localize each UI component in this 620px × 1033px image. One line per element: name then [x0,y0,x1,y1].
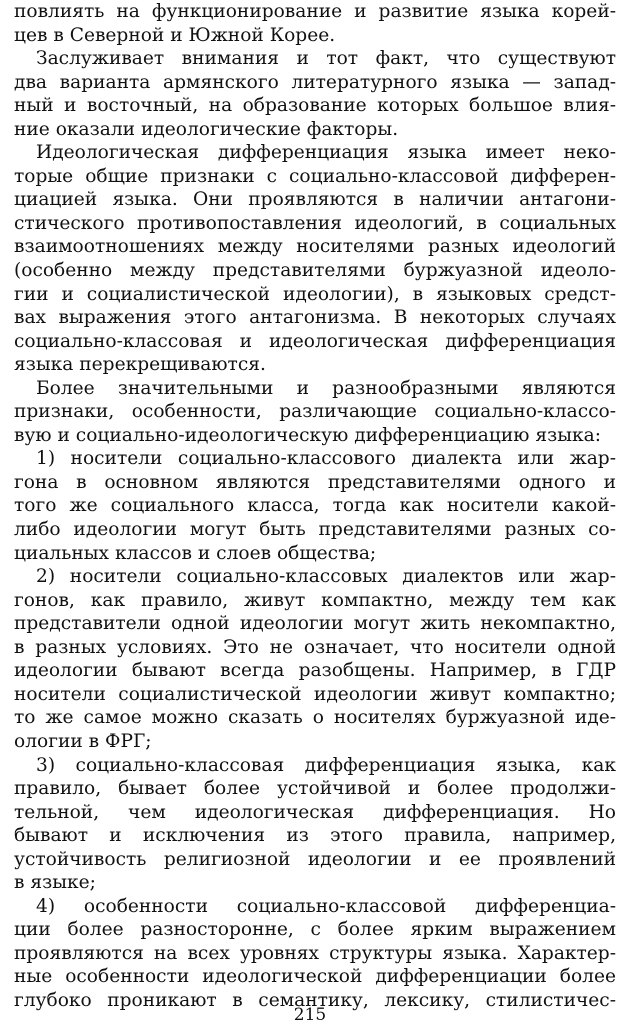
text-line: в языке; [14,872,96,894]
text-line: цев в Северной и Южной Корее. [14,24,336,46]
text-line: циацией языка. Они проявляются в наличии антагони- [14,189,616,211]
text-line: вую и социально-идеологическую дифференциацию языка: [14,424,601,446]
text-line: того же социального класса, тогда как носители какой- [14,495,616,517]
text-line: глубоко проникают в семантику, лексику, стилистичес- [14,989,616,1011]
paragraph [14,141,616,376]
text-line: ный и восточный, на образование которых большое влия- [14,95,616,117]
text-line: социально-классовая и идеологическая дифференциация [14,330,616,352]
text-line: Заслуживает внимания и тот факт, что существуют [36,48,616,70]
text-line: гонов, как правило, живут компактно, между тем как [14,589,616,611]
text-line: либо идеологии могут быть представителями разных со- [14,519,616,541]
text-line: 1) носители социально-классового диалекта или жар- [36,448,616,470]
text-line: гона в основном являются представителями одного и [14,471,616,493]
text-line: носители социалистической идеологии живут компактно; [14,683,616,705]
page-body [14,0,616,1013]
text-line: циальных классов и слоев общества; [14,542,377,564]
text-line: вах выражения этого антагонизма. В некоторых случаях [14,307,616,329]
text-line: ные особенности идеологической дифференциации более [14,966,616,988]
paragraph [14,0,616,47]
text-line: то же самое можно сказать о носителях буржуазной иде- [14,707,616,729]
paragraph [14,47,616,141]
text-line: устойчивость религиозной идеологии и ее проявлений [14,848,616,870]
text-line: повлиять на функционирование и развитие языка корей- [14,1,616,22]
page-number: 215 [293,1005,327,1025]
text-line: представители одной идеологии могут жить некомпактно, [14,613,616,635]
text-line: гии и социалистической идеологии), в языковых средст- [14,283,616,305]
text-line: ние оказали идеологические факторы. [14,118,399,140]
text-line: два варианта армянского литературного языка — запад- [14,71,616,93]
text-line: признаки, особенности, различающие социально-классо- [14,401,616,423]
paragraph [14,377,616,448]
text-line: 4) особенности социально-классовой дифференциа- [36,895,616,917]
text-line: в разных условиях. Это не означает, что носители одной [14,636,616,658]
text-line: ции более разносторонне, с более ярким выражением [14,919,616,941]
text-line: 2) носители социально-классовых диалектов или жар- [36,566,616,588]
text-line: торые общие признаки с социально-классовой дифферен- [14,165,616,187]
text-line: 3) социально-классовая дифференциация языка, как [36,754,616,776]
text-line: языка перекрещиваются. [14,354,266,376]
text-line: Идеологическая дифференциация языка имеет неко- [36,142,616,164]
paragraph [14,447,616,565]
paragraph [14,895,616,1013]
paragraph [14,565,616,753]
text-line: стического противопоставления идеологий, в социальных [14,212,616,234]
text-line: ологии в ФРГ; [14,730,152,752]
text-line: Более значительными и разнообразными являются [36,377,616,399]
text-line: взаимоотношениях между носителями разных идеологий [14,236,616,258]
text-line: проявляются на всех уровнях структуры языка. Характер- [14,942,616,964]
text-line: бывают и исключения из этого правила, например, [14,825,616,847]
text-line: тельной, чем идеологическая дифференциация. Но [14,801,616,823]
text-line: правило, бывает более устойчивой и более продолжи- [14,778,616,800]
text-line: (особенно между представителями буржуазной идеоло- [14,260,616,282]
text-line: идеологии бывают всегда разобщены. Например, в ГДР [14,660,616,682]
paragraph [14,754,616,895]
